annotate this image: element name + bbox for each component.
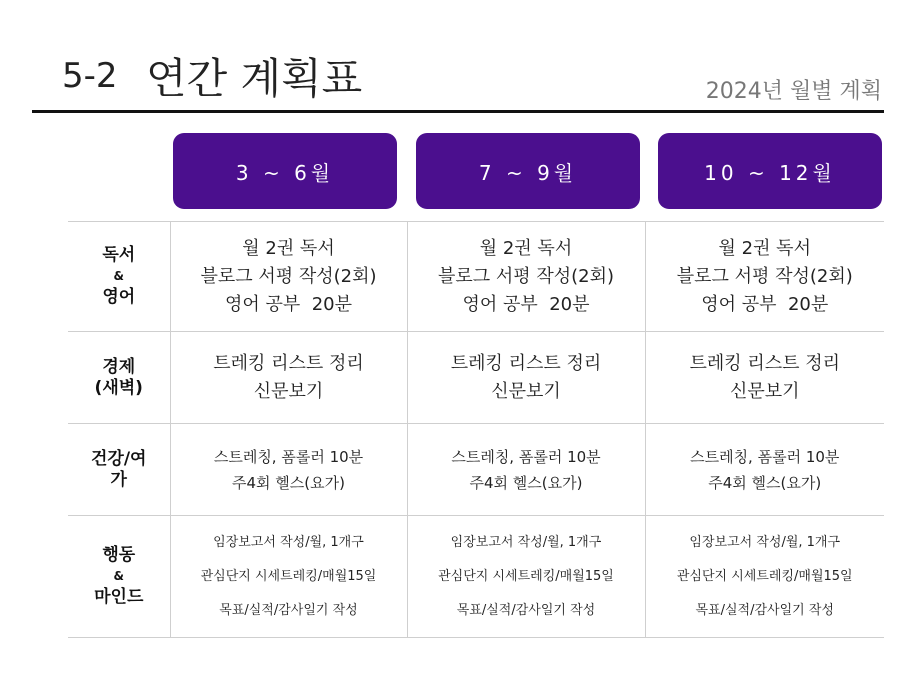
cell-line: 트레킹 리스트 정리: [689, 352, 841, 374]
column-header-q3: 10 ~ 12월: [658, 133, 882, 209]
cell-line: 임장보고서 작성/월, 1개구: [689, 534, 841, 550]
table-cell: [645, 424, 884, 516]
table-cell: [407, 424, 645, 516]
cell-line: 임장보고서 작성/월, 1개구: [213, 534, 364, 550]
cell-line: 신문보기: [491, 380, 561, 402]
table-row-health: [68, 424, 884, 516]
row-label-line: 행동: [102, 545, 136, 565]
cell-line: 주4회 헬스(요가): [469, 473, 583, 492]
table-cell: [645, 332, 884, 424]
plan-table: [68, 221, 884, 638]
row-label-line: 독서: [102, 245, 136, 265]
page-title: 연간 계획표: [146, 54, 363, 103]
row-label-mindset: [68, 516, 170, 638]
cell-line: 관심단지 시세트레킹/매월15일: [438, 568, 614, 584]
column-header-q2: 7 ~ 9월: [416, 133, 640, 209]
cell-line: 목표/실적/감사일기 작성: [219, 602, 358, 618]
cell-line: 관심단지 시세트레킹/매월15일: [676, 568, 853, 584]
cell-line: 월 2권 독서: [242, 237, 335, 259]
cell-line: 영어 공부 20분: [462, 293, 590, 315]
table-cell: [170, 332, 407, 424]
cell-line: 블로그 서평 작성(2회): [200, 265, 377, 287]
cell-line: 주4회 헬스(요가): [232, 473, 345, 492]
cell-line: 스트레칭, 폼롤러 10분: [451, 447, 601, 466]
page-subtitle: 2024년 월별 계획: [705, 79, 882, 104]
table-cell: [645, 516, 884, 638]
table-cell: [407, 516, 645, 638]
cell-line: 월 2권 독서: [479, 237, 573, 259]
cell-line: 블로그 서평 작성(2회): [437, 265, 615, 287]
table-cell: [170, 424, 407, 516]
cell-line: 스트레칭, 폼롤러 10분: [213, 447, 364, 466]
cell-line: 임장보고서 작성/월, 1개구: [450, 534, 602, 550]
column-header-q1: 3 ~ 6월: [173, 133, 397, 209]
cell-line: 목표/실적/감사일기 작성: [456, 602, 596, 618]
row-label-economy: [68, 332, 170, 424]
cell-line: 영어 공부 20분: [224, 293, 352, 315]
cell-line: 트레킹 리스트 정리: [450, 352, 602, 374]
table-cell: [407, 222, 645, 332]
row-label-line: 영어: [102, 287, 136, 307]
table-cell: [170, 222, 407, 332]
cell-line: 신문보기: [729, 380, 800, 402]
row-label-line: &: [113, 269, 124, 283]
cell-line: 트레킹 리스트 정리: [213, 352, 364, 374]
cell-line: 신문보기: [253, 380, 324, 402]
cell-line: 스트레칭, 폼롤러 10분: [690, 447, 840, 466]
cell-line: 목표/실적/감사일기 작성: [695, 602, 834, 618]
row-label-line: &: [113, 569, 124, 583]
row-label-line: (새벽): [94, 377, 143, 398]
cell-line: 관심단지 시세트레킹/매월15일: [200, 568, 377, 584]
row-label-line: 건강/여: [91, 448, 147, 469]
cell-line: 영어 공부 20분: [701, 293, 829, 315]
table-row-mindset: [68, 516, 884, 638]
table-cell: [645, 222, 884, 332]
table-row-reading: [68, 222, 884, 332]
table-cell: [170, 516, 407, 638]
row-label-line: 경제: [102, 356, 136, 377]
title-divider: [32, 110, 884, 113]
cell-line: 블로그 서평 작성(2회): [676, 265, 853, 287]
table-row-economy: [68, 332, 884, 424]
row-label-line: 마인드: [94, 587, 144, 607]
cell-line: 월 2권 독서: [718, 237, 811, 259]
row-label-health: [68, 424, 170, 516]
row-label-line: 가: [110, 469, 127, 490]
row-label-reading: [68, 222, 170, 332]
table-cell: [407, 332, 645, 424]
cell-line: 주4회 헬스(요가): [708, 473, 822, 492]
section-number: 5-2: [62, 56, 118, 96]
